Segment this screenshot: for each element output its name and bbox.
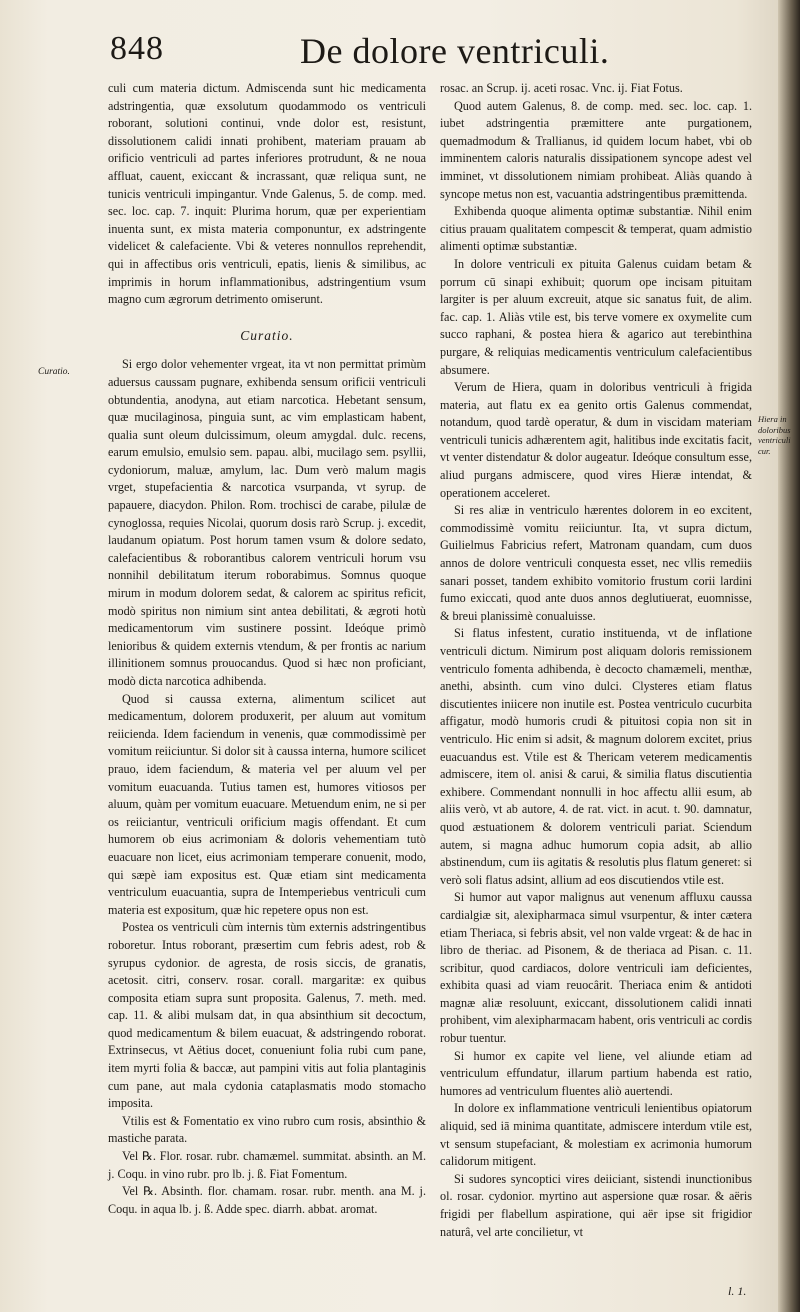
- right-column: [440, 80, 752, 1241]
- left-paragraph: Si ergo dolor vehementer vrgeat, ita vt non permittat primùm aduersus caussam pugnare, exhibenda sensum orificii ventriculi obtundentia, anodyna, aut etiam narcotica. Hebetant sensum, quæ mucilaginosa, pinguia sunt, ac vim emplasticam habent, qualia sunt oleum dulcissimum, oleum amygdal. dulc. recens, earum emulsio, emulsio sem. papau. albi, mucilago sem. psyllii, cydoniorum, maluæ, amylum, lac. Dum verò malum magis vrget, stupefacientia & narcotica vsurpanda, vt syrup. de papauere, diacydon. Philon. Rom. trochisci de carabe, pilulæ de cynoglossa, requies Nicolai, quorum dosis rarò Scrup. j. excedit, laudanum opiatum. Post horum tamen vsum & dolore sedato, calefacientibus & roborantibus calorem ventriculi horum vsu nonnihil debilitatum iterum roborabimus. Somnus quoque mirum in modum dolorem sedat, & calorem ac spiritus reficit, modò spiritus non nimium sint antea debilitati, & ægroti hotù medicamentorum vim sustinere possint. Ideóque primò lenioribus & quidem externis vtendum, & per frontis ac narium illinitionem somnus prouocandus. Quod si hæc non proficiant, modò dicta narcotica adhibenda.: [108, 357, 426, 688]
- margin-note-hiera: Hiera in doloribus ventriculi cur.: [758, 414, 791, 456]
- right-paragraph: In dolore ventriculi ex pituita Galenus cuidam betam & porrum cū sinapi exhibuit; quorum ope incisam pituitam largiter is per aluum excreuit, atque sic sanatus fuit, de alim. fac. cap. 1. Aliàs vtile est, bis terve vomere ex oxymelite cum succo raphani, & postea hiera & agarico aut terebinthina purgare, & reliquias medicamentis ventriculum calefacientibus absumere.: [440, 256, 752, 377]
- left-paragraph: Quod si caussa externa, alimentum scilicet aut medicamentum, dolorem produxerit, per aluum aut vomitum reiicienda. Idem faciendum in venenis, quæ commodissimè per vomitum reiiciuntur. Si dolor sit à caussa interna, humore scilicet prauo, idem faciendum, & materia vel per aluum vel per vomitum euacuanda. Tutius tamen est, humores vitiosos per aluum, quàm per vomitum euacuare. Metuendum enim, ne si per os reiiciantur, ventriculi orificium magis offendant. Et cum humorem ob eius acrimoniam & doloris vehementiam tutò euacuare non licet, eius acrimoniam temperare conuenit, modo, qui sæpè iam expositus est. Quæ etiam sint medicamenta ventriculum euacuantia, supra de Intemperiebus ventriculi cum materia est expositum, quæ hic repetere opus non est.: [108, 691, 426, 917]
- right-paragraph: Si humor aut vapor malignus aut venenum affluxu caussa cardialgiæ sit, alexipharmaca simul vsurpentur, & inter cætera etiam Theriaca, si febris absit, vel non valde vrgeat: & de hac in libro de theriac. ad Pisonem, & de theriaca ad Pisan. c. 11. scribitur, quod cardiacos, dolore ventriculi iam deficientes, exhibita quasi ad viam reuocârit. Theriaca enim & antidoti magnæ aliæ resoluunt, exiccant, dissolutionem calidi innati prohibent, vim alexipharmacam habent, oris ventriculi ac cordis robur tuentur.: [440, 890, 752, 1046]
- recipe-paragraph: Vel ℞. Flor. rosar. rubr. chamæmel. summitat. absinth. an M. j. Coqu. in vino rubr. pro lb. j. ß. Fiat Fomentum.: [108, 1149, 426, 1181]
- right-paragraph: Si sudores syncoptici vires deiiciant, sistendi inunctionibus ol. rosar. cydonior. myrtino aut aspersione quæ rosar. & aëris frigidi per flabellum aspiratione, qui aër ipse sit frigidior naturâ, vel arte concilietur, vt: [440, 1171, 752, 1239]
- recipe-paragraph: Vel ℞. Absinth. flor. chamam. rosar. rubr. menth. ana M. j. Coqu. in aqua lb. j. ß. Adde spec. diarrh. abbat. aromat.: [108, 1184, 426, 1216]
- page-number: 848: [110, 30, 164, 67]
- right-paragraph: Verum de Hiera, quam in doloribus ventriculi à frigida materia, aut flatu ex ea genito ortis Galenus commendat, notandum, quod tardè operatur, & dum in viscidam materiam ventriculi tunicis adhærentem agit, halitibus inde excitatis facit, vt venter distendatur & dolor augeatur. Ideóque consultum esse, aliud purgans admiscere, quod vires Hieræ intendat, & operationem acceleret.: [440, 380, 752, 500]
- page-gutter: [778, 0, 800, 1312]
- right-paragraph: Si humor ex capite vel liene, vel aliunde etiam ad ventriculum effundatur, illarum partium habenda est ratio, humores ad ventriculum fluentes aliò auertendi.: [440, 1048, 752, 1098]
- left-paragraph: culi cum materia dictum. Admiscenda sunt hic medicamenta adstringentia, quæ exsolutum quodammodo os ventriculi roborant, solutioni continui, vnde dolor est, resistunt, dissolutionem calidi innati prohibent, materiam prauam ab orificio ventriculi ad partes inferiores protrudunt, & ne noua affluat, cauent, exiccant & incrassant, quæ reliqua sunt, ne tunicis ventriculi impingantur. Vnde Galenus, 5. de comp. med. sec. loc. cap. 7. inquit: Plurima horum, quæ per experientiam inuenta sunt, ex mista materia componuntur, ex adstringente videlicet & calefaciente. Vbi & veteres nonnullos reprehendit, qui in affectibus oris ventriculi, epatis, lienis & similibus, ac imprimis in horum inflammationibus, adstringentium vsum magno cum ægrorum detrimento omiserunt.: [108, 81, 426, 307]
- page-header: [110, 30, 750, 78]
- right-paragraph: In dolore ex inflammatione ventriculi lenientibus opiatorum aliquid, sed iā minima quantitate, admiscere interdum vtile est, vt sensum stupefaciant, & molestiam ex acrimonia humorum calidorum mitigent.: [440, 1101, 752, 1169]
- left-column: [108, 80, 426, 1218]
- left-paragraph: Postea os ventriculi cùm internis tùm externis adstringentibus roboretur. Intus roborant, præsertim cum febris adest, rob & syrupus cydonior. de agresta, de rosis siccis, de granatis, acetosit. citri, conserv. rosar. corall. margaritæ: ex quibus composita etiam supra sunt proposita. Galenus, 7. meth. med. cap. 11. & alibi mulsam dat, in qua absinthium sit decoctum, quod medicamentum & bilem euacuat, & adstringendo roborat. Extrinsecus, vt Aëtius docet, conueniunt folia rubi cum pane, item myrti folia & baccæ, aut pampini vitis aut folia plantaginis cum pane, aut mala cydonia cataplasmatis modo stomacho imposita.: [108, 920, 426, 1111]
- right-paragraph: Si res aliæ in ventriculo hærentes dolorem in eo excitent, commodissimè vomitu reiiciuntur. Ita, vt supra dictum, Guilielmus Fabricius refert, Matronam quandam, cum duos annos de dolore ventriculi conquesta esset, nec vllis remediis sanari posset, tandem exhibito vomitorio frustum corii lardini fumo exiccati, quod ante duos annos deglutiuerat, euomnisse, & breui planissimè conualuisse.: [440, 503, 752, 623]
- right-paragraph: Exhibenda quoque alimenta optimæ substantiæ. Nihil enim citius prauam qualitatem compescit & temperat, quam admistio alimenti optimæ substantiæ.: [440, 204, 752, 254]
- left-paragraph: Vtilis est & Fomentatio ex vino rubro cum rosis, absinthio & mastiche parata.: [108, 1113, 426, 1146]
- section-heading: Curatio.: [240, 327, 294, 343]
- right-paragraph: Si flatus infestent, curatio instituenda, vt de inflatione ventriculi dictum. Nimirum post aliquam doloris remissionem ventriculo fomenta adhibenda, è decocto chamæmeli, menthæ, anethi, absinth. cum vino dulci. Clysteres etiam flatus discutientes iniicere non inutile est. Postea ventriculo cucurbita affigatur, modò humoris crudi & pituitosi copia non sit in ventriculo. Hic enim si adsit, & magnum dolorem excitet, prius euacuandus est. Vtile est & Thericam veterem medicamentis admiscere, item ol. anisi & carui, & similia flatus discutientia exhibere. Commendant nonnulli in hoc affectu allii esum, ab aliis verò, vt ab autore, 4. de rat. vict. in acut. t. 90. damnatur, quod æstuationem & dolorem ventriculi pariat. Sciendum autem, si magna adhuc humorum copia adsit, ab allio abstinendum, cum iis agitatis & resolutis plus flatum generet: si verò soli flatus adsint, allium ad eos discutiendos vtile est.: [440, 626, 752, 887]
- running-title: De dolore ventriculi.: [300, 31, 610, 71]
- right-paragraph: Quod autem Galenus, 8. de comp. med. sec. loc. cap. 1. iubet adstringentia præmittere ante purgationem, quemadmodum & Trallianus, id quidem locum habet, vbi ob imminentem caloris naturalis dissipationem syncope adest vel imminet, vt dissolutionem nimiam prohibeat. Aliàs quando à syncope metus non est, vacuantia adstringentibus præmittenda.: [440, 98, 752, 201]
- right-paragraph: rosac. an Scrup. ij. aceti rosac. Vnc. ij. Fiat Fotus.: [440, 81, 683, 95]
- margin-note-curatio: Curatio.: [38, 367, 70, 377]
- catchword: l. 1.: [728, 1284, 747, 1298]
